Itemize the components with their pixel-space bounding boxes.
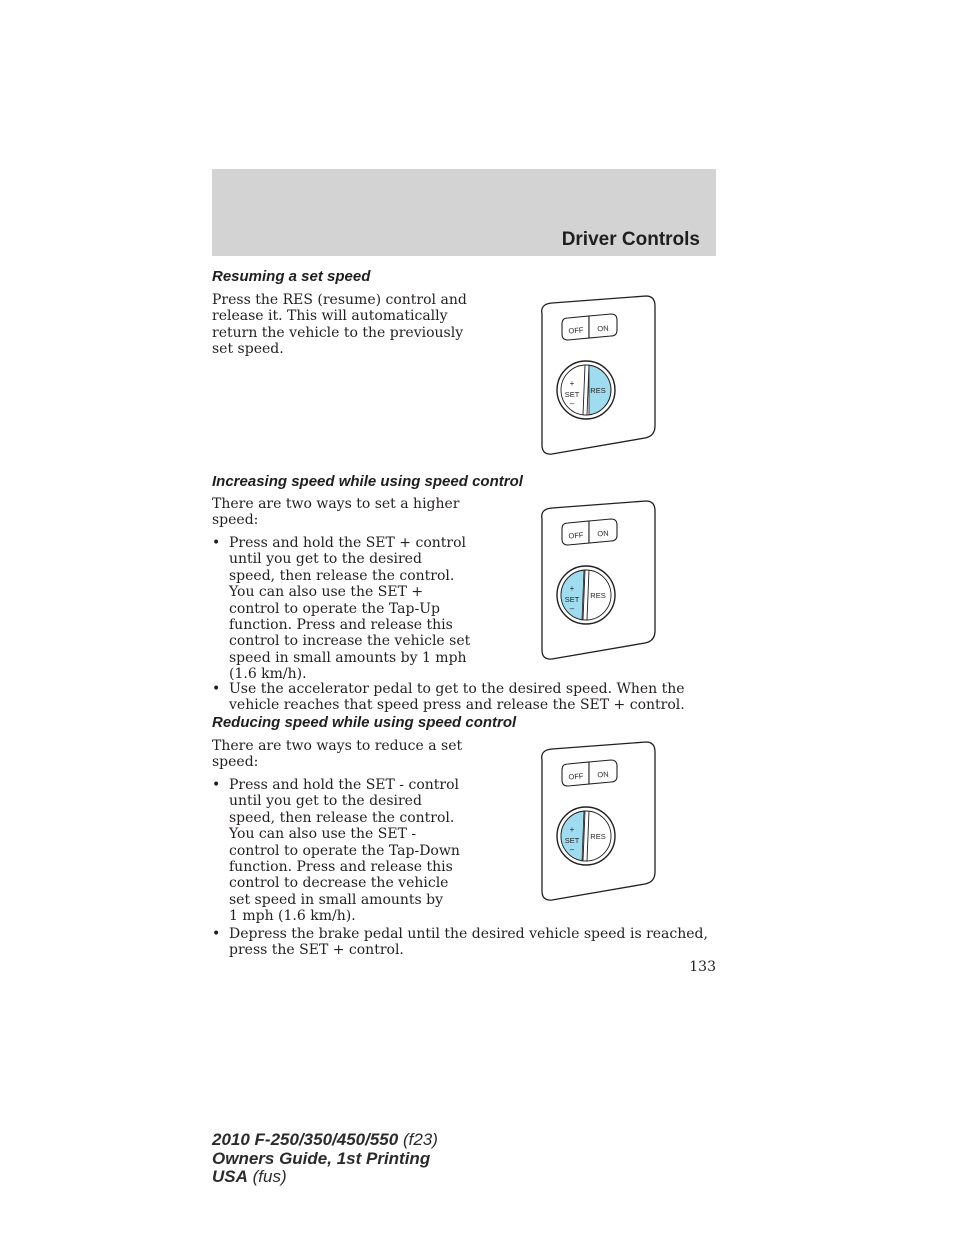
on-button-label: ON bbox=[597, 323, 609, 334]
increase-bullet-accelerator: • Use the accelerator pedal to get to the desired speed. When the vehicle reaches that speed press and release the SET + control. bbox=[212, 681, 685, 714]
footer-model-code: (f23) bbox=[398, 1130, 438, 1149]
bullet-marker: • bbox=[212, 535, 221, 551]
footer-market: USA bbox=[212, 1167, 248, 1186]
speed-control-switch-illustration-set-plus bbox=[534, 499, 660, 661]
footer-market-code: (fus) bbox=[247, 1167, 287, 1186]
speed-control-switch-illustration-set-minus bbox=[534, 740, 660, 902]
bullet-marker: • bbox=[212, 777, 221, 793]
set-plus-label: + bbox=[569, 379, 575, 388]
set-plus-label: + bbox=[569, 825, 575, 834]
on-button-label: ON bbox=[597, 769, 609, 780]
increase-intro: There are two ways to set a higher speed: bbox=[212, 496, 460, 529]
heading-reducing-speed: Reducing speed while using speed control bbox=[212, 714, 517, 731]
reduce-bullet-tap-down: • Press and hold the SET - control until you get to the desired speed, then release the control. You can also use the SET - control to operate the Tap-Down function. Press and release this control to decrease the vehicle set speed in small amounts by 1 mph (1.6 km/h). bbox=[212, 777, 460, 925]
bullet-marker: • bbox=[212, 681, 221, 697]
set-minus-label: – bbox=[569, 845, 575, 854]
increase-bullet-tap-up: • Press and hold the SET + control until you get to the desired speed, then release the control. You can also use the SET + control to operate the Tap-Up function. Press and release this control to increase the vehicle set speed in small amounts by 1 mph (1.6 km/h). bbox=[212, 535, 471, 683]
off-button-label: OFF bbox=[568, 325, 584, 336]
res-label: RES bbox=[590, 832, 606, 841]
set-label: SET bbox=[564, 595, 580, 604]
set-minus-label: – bbox=[569, 399, 575, 408]
set-label: SET bbox=[564, 390, 580, 399]
resume-paragraph: Press the RES (resume) control and release it. This will automatically return the vehicle to the previously set speed. bbox=[212, 292, 467, 358]
speed-control-switch-illustration-res bbox=[534, 294, 660, 456]
document-footer bbox=[212, 1131, 438, 1187]
section-header-band bbox=[212, 169, 716, 256]
section-title: Driver Controls bbox=[561, 229, 700, 250]
bullet-marker: • bbox=[212, 926, 221, 942]
reduce-bullet-brake: • Depress the brake pedal until the desired vehicle speed is reached, press the SET + control. bbox=[212, 926, 708, 959]
res-label: RES bbox=[590, 386, 606, 395]
page-number: 133 bbox=[689, 959, 716, 975]
on-button-label: ON bbox=[597, 528, 609, 539]
heading-increasing-speed: Increasing speed while using speed control bbox=[212, 473, 523, 490]
res-label: RES bbox=[590, 591, 606, 600]
heading-resuming-set-speed: Resuming a set speed bbox=[212, 268, 371, 285]
off-button-label: OFF bbox=[568, 771, 584, 782]
set-plus-label: + bbox=[569, 584, 575, 593]
set-label: SET bbox=[564, 836, 580, 845]
set-minus-label: – bbox=[569, 604, 575, 613]
reduce-intro: There are two ways to reduce a set speed: bbox=[212, 738, 463, 771]
footer-model: 2010 F-250/350/450/550 bbox=[212, 1130, 399, 1149]
off-button-label: OFF bbox=[568, 530, 584, 541]
footer-printing: Owners Guide, 1st Printing bbox=[212, 1148, 431, 1168]
